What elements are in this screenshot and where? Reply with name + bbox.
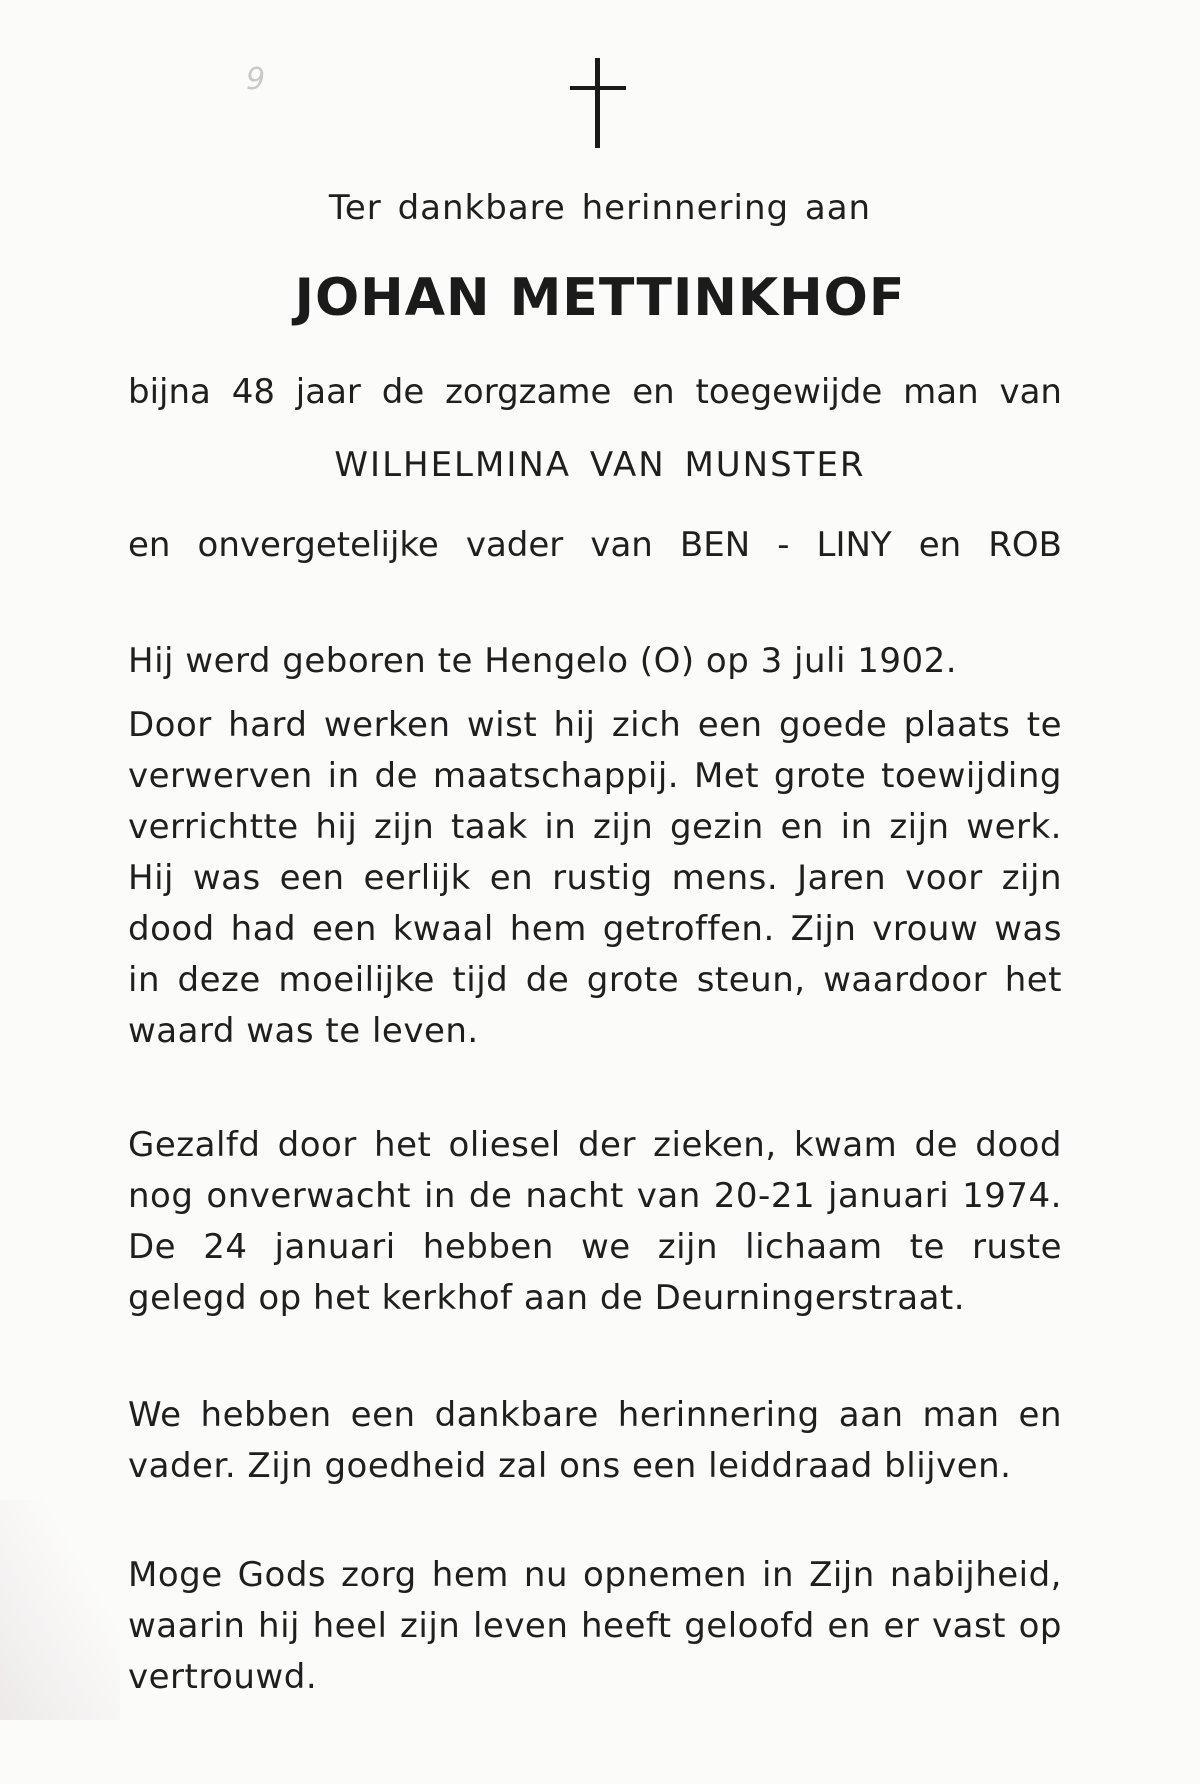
- life-paragraph: Door hard werken wist hij zich een goede plaats te verwerven in de maatschappij. Met grote toewijding verrichtte hij zijn taak in zijn gezin en in zijn werk. Hij was een eerlijk en rustig mens. Jaren voor zijn dood had een kwaal hem getroffen. Zijn vrouw was in deze moeilijke tijd de grote steun, waardoor het waard was te leven.: [128, 705, 1062, 1051]
- deceased-name: JOHAN METTINKHOF: [294, 268, 906, 328]
- memory-paragraph: We hebben een dankbare herinnering aan man en vader. Zijn goedheid zal ons een leiddraad blijven.: [128, 1395, 1062, 1486]
- intro-text: Ter dankbare herinnering aan: [328, 188, 872, 228]
- prayer-paragraph: Moge Gods zorg hem nu opnemen in Zijn nabijheid, waarin hij heel zijn leven heeft geloofd en er vast op vertrouwd.: [128, 1555, 1062, 1697]
- spouse-line: bijna 48 jaar de zorgzame en toegewijde man van: [128, 372, 1062, 412]
- cross-icon: [570, 58, 626, 148]
- pencil-note: 9: [246, 62, 266, 97]
- children-line: en onvergetelijke vader van BEN - LINY en ROB: [128, 525, 1062, 565]
- spouse-name: WILHELMINA VAN MUNSTER: [334, 445, 866, 485]
- death-paragraph: Gezalfd door het oliesel der zieken, kwam de dood nog onverwacht in de nacht van 20-21 januari 1974. De 24 januari hebben we zijn lichaam te ruste gelegd op het kerkhof aan de Deurningerstraat.: [128, 1125, 1062, 1318]
- birth-paragraph: Hij werd geboren te Hengelo (O) op 3 juli 1902.: [128, 641, 958, 681]
- paper-shading: [0, 1500, 120, 1720]
